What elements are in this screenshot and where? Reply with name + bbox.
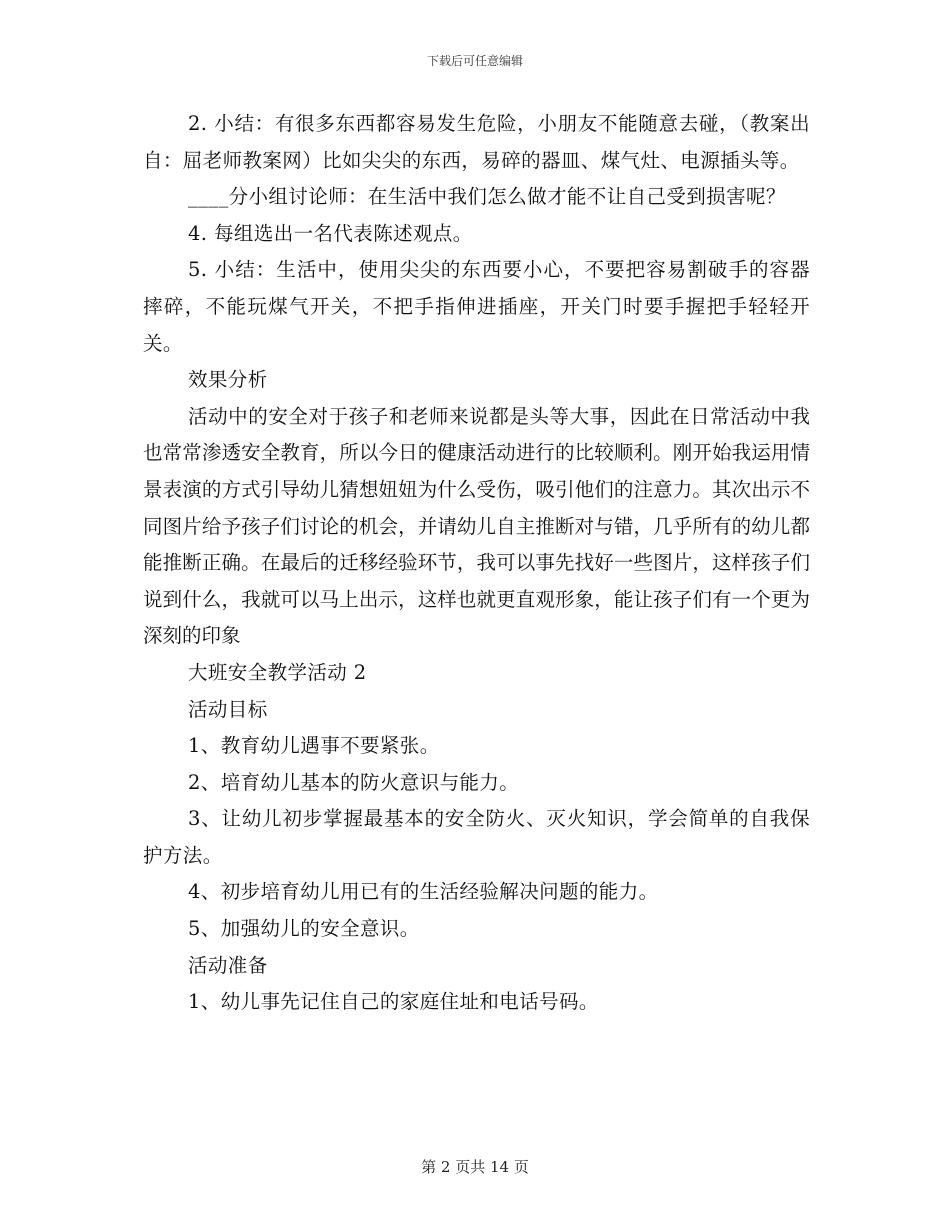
paragraph-summary-2: 2. 小结：有很多东西都容易发生危险，小朋友不能随意去碰，（教案出自：屈老师教案网）比如尖尖的东西，易碎的器皿、煤气灶、电源插头等。 — [143, 112, 810, 172]
paragraph-step-4: 4. 每组选出一名代表陈述观点。 — [188, 221, 473, 245]
heading-activity-goals: 活动目标 — [188, 697, 268, 721]
paragraph-effect-analysis: 活动中的安全对于孩子和老师来说都是头等大事，因此在日常活动中我也常常渗透安全教育，所以今日的健康活动进行的比较顺利。刚开始我运用情景表演的方式引导幼儿猜想妞妞为什么受伤，吸引他们的注意力。其次出示不同图片给予孩子们讨论的机会，并请幼儿自主推断对与错，几乎所有的幼儿都能推断正确。在最后的迁移经验环节，我可以事先找好一些图片，这样孩子们说到什么，我就可以马上出示，这样也就更直观形象，能让孩子们有一个更为深刻的印象 — [143, 404, 810, 648]
goal-item-5: 5、加强幼儿的安全意识。 — [188, 917, 420, 941]
preparation-item-1: 1、幼儿事先记住自己的家庭住址和电话号码。 — [188, 990, 599, 1014]
heading-effect-analysis: 效果分析 — [188, 368, 268, 392]
heading-activity-preparation: 活动准备 — [188, 953, 268, 977]
goal-item-4: 4、初步培育幼儿用已有的生活经验解决问题的能力。 — [188, 880, 659, 904]
goal-item-2: 2、培育幼儿基本的防火意识与能力。 — [188, 770, 520, 794]
paragraph-group-discussion: ____分小组讨论师：在生活中我们怎么做才能不让自己受到损害呢？ — [188, 185, 786, 209]
paragraph-summary-5: 5. 小结：生活中，使用尖尖的东西要小心，不要把容易割破手的容器摔碎，不能玩煤气开关，不把手指伸进插座，开关门时要手握把手轻轻开关。 — [143, 258, 810, 355]
document-body — [143, 106, 810, 1021]
page-header: 下载后可任意编辑 — [426, 54, 523, 68]
heading-activity-title: 大班安全教学活动 2 — [188, 660, 367, 684]
goal-item-1: 1、教育幼儿遇事不要紧张。 — [188, 734, 440, 758]
goal-item-3: 3、让幼儿初步掌握最基本的安全防火、灭火知识，学会简单的自我保护方法。 — [143, 807, 810, 867]
page-footer: 第 2 页共 14 页 — [421, 1158, 529, 1176]
